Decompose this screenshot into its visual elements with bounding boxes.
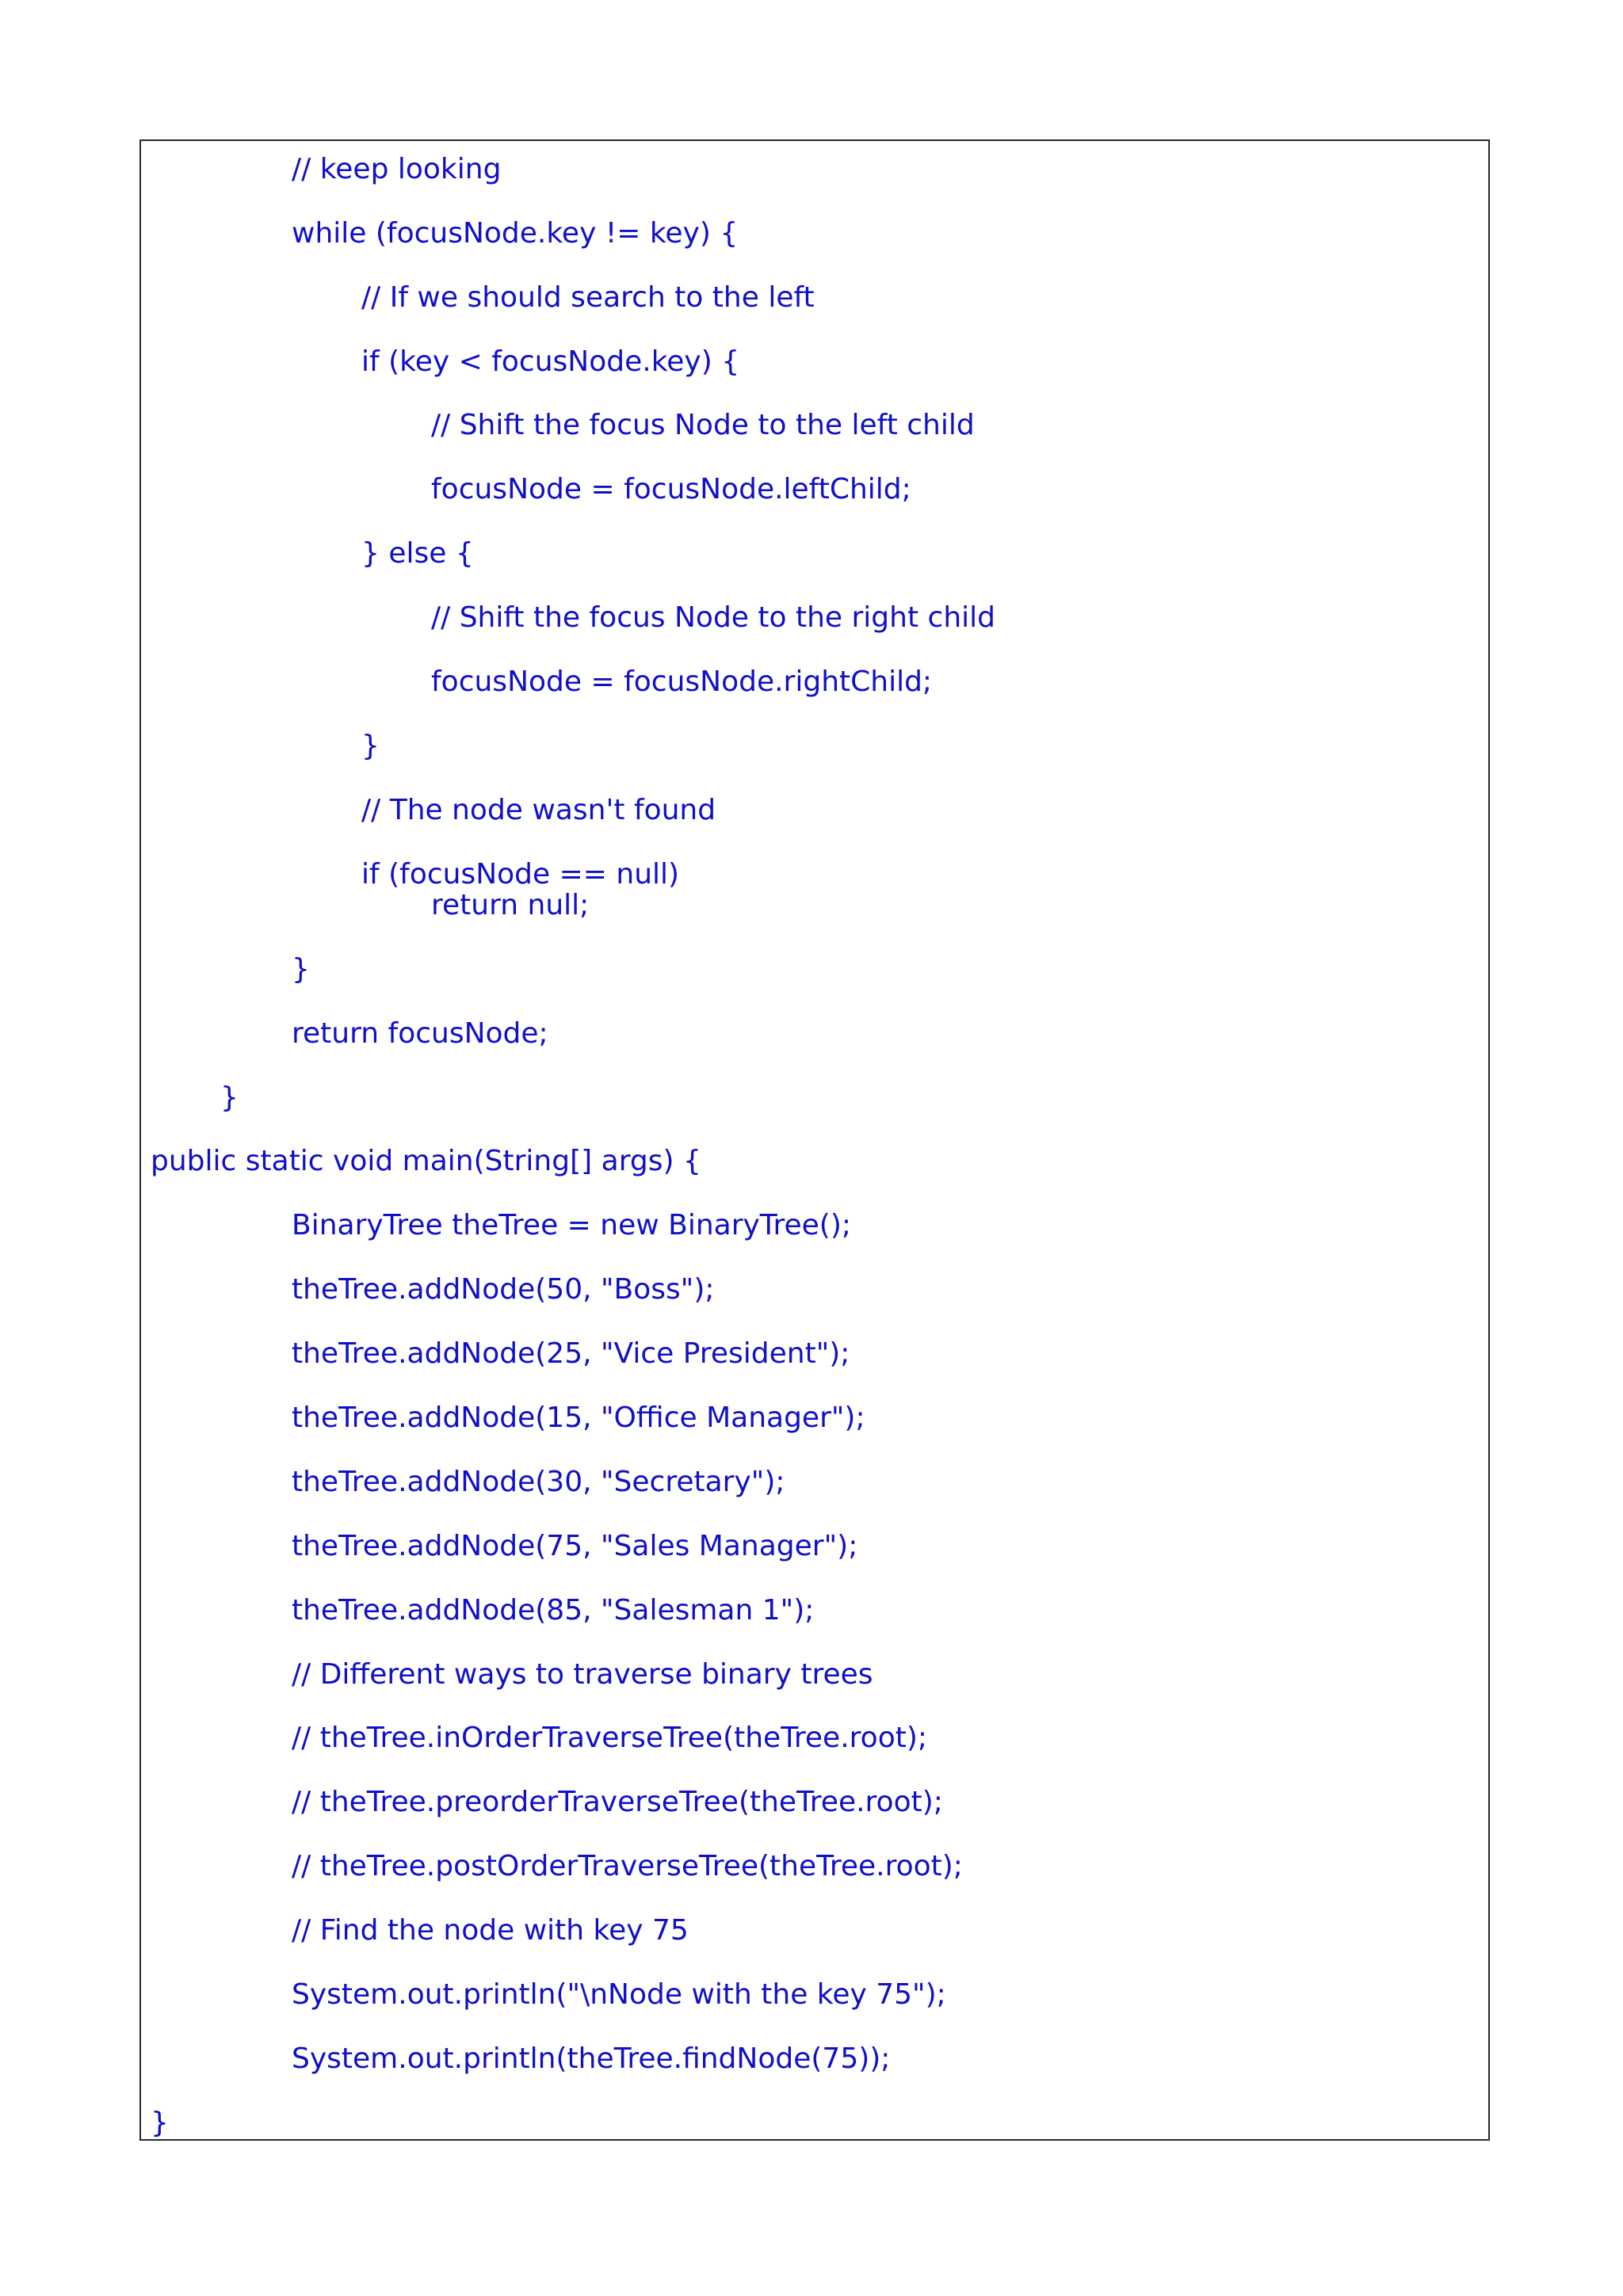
code-line: BinaryTree theTree = new BinaryTree();: [292, 1209, 852, 1241]
code-line: }: [151, 2107, 169, 2139]
code-line: return null;: [431, 889, 590, 921]
code-line: theTree.addNode(50, "Boss");: [292, 1273, 715, 1306]
code-line: focusNode = focusNode.leftChild;: [431, 473, 911, 505]
code-line: // keep looking: [292, 153, 502, 185]
code-line: return focusNode;: [292, 1017, 548, 1050]
code-line: // Different ways to traverse binary trees: [292, 1658, 873, 1691]
code-line: // The node wasn't found: [361, 794, 716, 826]
code-line: System.out.println(theTree.findNode(75));: [292, 2042, 891, 2075]
code-line: focusNode = focusNode.rightChild;: [431, 666, 933, 698]
code-line: }: [361, 730, 380, 762]
code-line: if (focusNode == null): [361, 858, 680, 891]
code-line: // Shift the focus Node to the right child: [431, 601, 996, 634]
code-line: theTree.addNode(75, "Sales Manager");: [292, 1530, 858, 1562]
code-line: // theTree.postOrderTraverseTree(theTree.root);: [292, 1850, 963, 1882]
code-line: // theTree.inOrderTraverseTree(theTree.root);: [292, 1722, 928, 1754]
code-listing-frame: [139, 139, 1490, 2141]
code-line: theTree.addNode(30, "Secretary");: [292, 1466, 785, 1498]
code-line: }: [292, 953, 310, 986]
code-line: }: [220, 1081, 239, 1114]
code-line: // Shift the focus Node to the left child: [431, 409, 975, 441]
code-line: theTree.addNode(25, "Vice President");: [292, 1337, 850, 1370]
code-line: System.out.println("\nNode with the key 75");: [292, 1978, 946, 2011]
code-line: theTree.addNode(15, "Office Manager");: [292, 1402, 865, 1434]
code-line: } else {: [361, 537, 474, 570]
code-line: // Find the node with key 75: [292, 1914, 689, 1947]
code-line: // theTree.preorderTraverseTree(theTree.root);: [292, 1786, 943, 1818]
code-line: while (focusNode.key != key) {: [292, 217, 739, 250]
code-line: public static void main(String[] args) {: [151, 1145, 701, 1177]
code-line: if (key < focusNode.key) {: [361, 345, 740, 378]
code-line: theTree.addNode(85, "Salesman 1");: [292, 1594, 815, 1627]
code-line: // If we should search to the left: [361, 281, 815, 314]
